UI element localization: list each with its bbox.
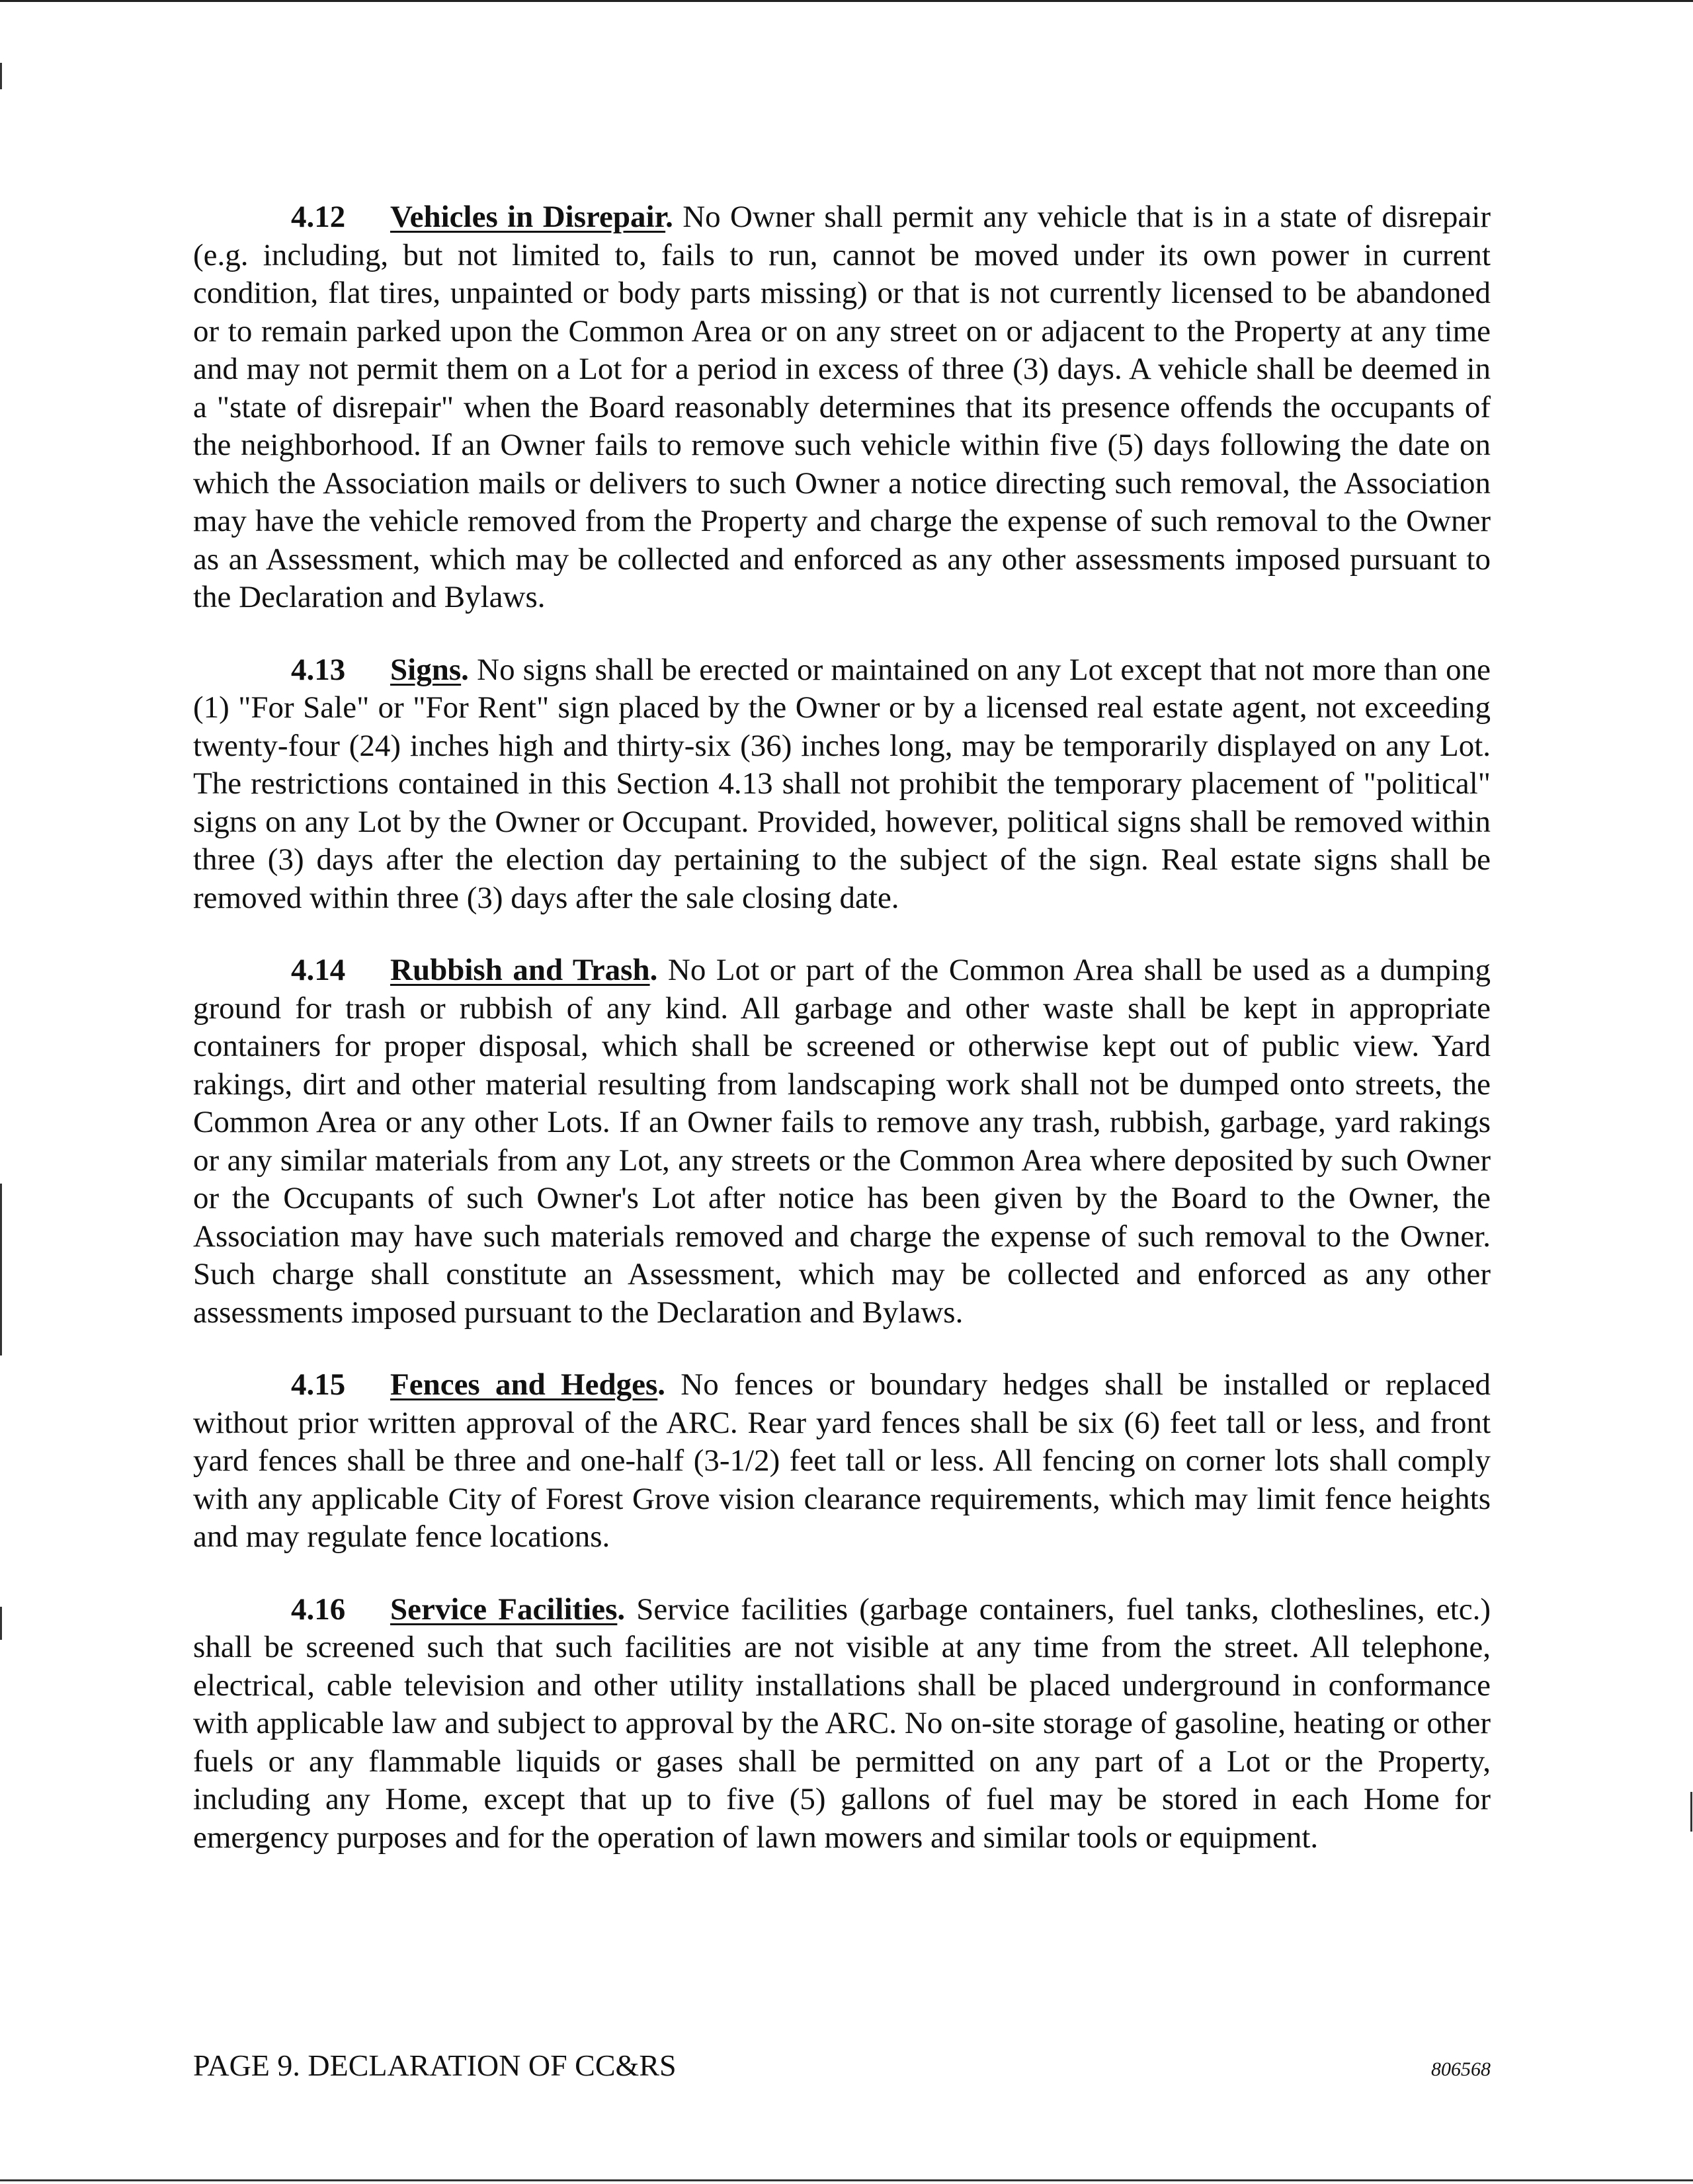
scan-edge-mark: [1690, 1792, 1692, 1832]
section-4-14: 4.14 Rubbish and Trash. No Lot or part of the Common Area shall be used as a dumping ground for trash or rubbish of any kind. All garbage and other waste shall be kept in appropriate containers for proper disposal, which shall be screened or otherwise kept out of public view. Yard rakings, dirt and other material resulting from landscaping work shall not be dumped onto streets, the Common Area or any other Lots. If an Owner fails to remove any trash, rubbish, garbage, yard rakings or any similar materials from any Lot, any streets or the Common Area where deposited by such Owner or the Occupants of such Owner's Lot after notice has been given by the Board to the Owner, the Association may have such materials removed and charge the expense of such removal to the Owner. Such charge shall constitute an Assessment, which may be collected and enforced as any other assessments imposed pursuant to the Declaration and Bylaws.: [193, 953, 1491, 1330]
section-number: 4.12: [291, 200, 346, 234]
section-heading: Signs: [390, 652, 462, 687]
scan-edge-mark: [0, 1184, 2, 1355]
section-heading: Fences and Hedges: [390, 1367, 658, 1402]
section-heading: Service Facilities: [390, 1592, 618, 1627]
section-body: No Owner shall permit any vehicle that is in a state of disrepair (e.g. including, but not limited to, fails to run, cannot be moved under its own power in current condition, flat tires, unpainted or body parts missing) or that is not currently licensed to be abandoned or to remain parked upon the Common Area or on any street on or adjacent to the Property at any time and may not permit them on a Lot for a period in excess of three (3) days. A vehicle shall be deemed in a "state of disrepair" when the Board reasonably determines that its presence offends the occupants of the neighborhood. If an Owner fails to remove such vehicle within five (5) days following the date on which the Association mails or delivers to such Owner a notice directing such removal, the Association may have the vehicle removed from the Property and charge the expense of such removal to the Owner as an Assessment, which may be collected and enforced as any other assessments imposed pursuant to the Declaration and Bylaws.: [193, 200, 1491, 614]
section-number: 4.16: [291, 1592, 346, 1627]
scan-edge-mark: [0, 63, 2, 89]
section-number: 4.14: [291, 953, 346, 987]
section-body: Service facilities (garbage containers, fuel tanks, clotheslines, etc.) shall be screened such that such facilities are not visible at any time from the street. All telephone, electrical, cable television and other utility installations shall be placed underground in conformance with applicable law and subject to approval by the ARC. No on-site storage of gasoline, heating or other fuels or any flammable liquids or gases shall be permitted on any part of a Lot or the Property, including any Home, except that up to five (5) gallons of fuel may be stored in each Home for emergency purposes and for the operation of lawn mowers and similar tools or equipment.: [193, 1592, 1491, 1855]
section-heading: Rubbish and Trash: [390, 953, 650, 987]
section-4-16: 4.16 Service Facilities. Service facilities (garbage containers, fuel tanks, clotheslines, etc.) shall be screened such that such facilities are not visible at any time from the street. All telephone, electrical, cable television and other utility installations shall be placed underground in conformance with applicable law and subject to approval by the ARC. No on-site storage of gasoline, heating or other fuels or any flammable liquids or gases shall be permitted on any part of a Lot or the Property, including any Home, except that up to five (5) gallons of fuel may be stored in each Home for emergency purposes and for the operation of lawn mowers and similar tools or equipment.: [193, 1592, 1491, 1855]
section-body: No fences or boundary hedges shall be installed or replaced without prior written approval of the ARC. Rear yard fences shall be six (6) feet tall or less, and front yard fences shall be three and one-half (3-1/2) feet tall or less. All fencing on corner lots shall comply with any applicable City of Forest Grove vision clearance requirements, which may limit fence heights and may regulate fence locations.: [193, 1367, 1491, 1554]
section-body: No signs shall be erected or maintained on any Lot except that not more than one (1) "For Sale" or "For Rent" sign placed by the Owner or by a licensed real estate agent, not exceeding twenty-four (24) inches high and thirty-six (36) inches long, may be temporarily displayed on any Lot. The restrictions contained in this Section 4.13 shall not prohibit the temporary placement of "political" signs on any Lot by the Owner or Occupant. Provided, however, political signs shall be removed within three (3) days after the election day pertaining to the subject of the sign. Real estate signs shall be removed within three (3) days after the sale closing date.: [193, 652, 1491, 915]
footer-title: PAGE 9. DECLARATION OF CC&RS: [193, 2048, 677, 2082]
top-border-line: [0, 0, 1693, 2]
section-heading: Vehicles in Disrepair: [390, 200, 666, 234]
section-4-15: 4.15 Fences and Hedges. No fences or boundary hedges shall be installed or replaced without prior written approval of the ARC. Rear yard fences shall be six (6) feet tall or less, and front yard fences shall be three and one-half (3-1/2) feet tall or less. All fencing on corner lots shall comply with any applicable City of Forest Grove vision clearance requirements, which may limit fence heights and may regulate fence locations.: [193, 1367, 1491, 1554]
section-number: 4.13: [291, 652, 346, 687]
bottom-border-line: [0, 2179, 1693, 2181]
section-4-13: 4.13 Signs. No signs shall be erected or maintained on any Lot except that not more than one (1) "For Sale" or "For Rent" sign placed by the Owner or by a licensed real estate agent, not exceeding twenty-four (24) inches high and thirty-six (36) inches long, may be temporarily displayed on any Lot. The restrictions contained in this Section 4.13 shall not prohibit the temporary placement of "political" signs on any Lot by the Owner or Occupant. Provided, however, political signs shall be removed within three (3) days after the election day pertaining to the subject of the sign. Real estate signs shall be removed within three (3) days after the sale closing date.: [193, 652, 1491, 915]
scan-edge-mark: [0, 1607, 2, 1640]
document-body: [193, 198, 1491, 1891]
section-4-12: 4.12 Vehicles in Disrepair. No Owner shall permit any vehicle that is in a state of disrepair (e.g. including, but not limited to, fails to run, cannot be moved under its own power in current condition, flat tires, unpainted or body parts missing) or that is not currently licensed to be abandoned or to remain parked upon the Common Area or on any street on or adjacent to the Property at any time and may not permit them on a Lot for a period in excess of three (3) days. A vehicle shall be deemed in a "state of disrepair" when the Board reasonably determines that its presence offends the occupants of the neighborhood. If an Owner fails to remove such vehicle within five (5) days following the date on which the Association mails or delivers to such Owner a notice directing such removal, the Association may have the vehicle removed from the Property and charge the expense of such removal to the Owner as an Assessment, which may be collected and enforced as any other assessments imposed pursuant to the Declaration and Bylaws.: [193, 200, 1491, 614]
section-body: No Lot or part of the Common Area shall be used as a dumping ground for trash or rubbish of any kind. All garbage and other waste shall be kept in appropriate containers for proper disposal, which shall be screened or otherwise kept out of public view. Yard rakings, dirt and other material resulting from landscaping work shall not be dumped onto streets, the Common Area or any other Lots. If an Owner fails to remove any trash, rubbish, garbage, yard rakings or any similar materials from any Lot, any streets or the Common Area where deposited by such Owner or the Occupants of such Owner's Lot after notice has been given by the Board to the Owner, the Association may have such materials removed and charge the expense of such removal to the Owner. Such charge shall constitute an Assessment, which may be collected and enforced as any other assessments imposed pursuant to the Declaration and Bylaws.: [193, 953, 1491, 1330]
section-number: 4.15: [291, 1367, 346, 1402]
document-code: 806568: [1431, 2058, 1491, 2080]
